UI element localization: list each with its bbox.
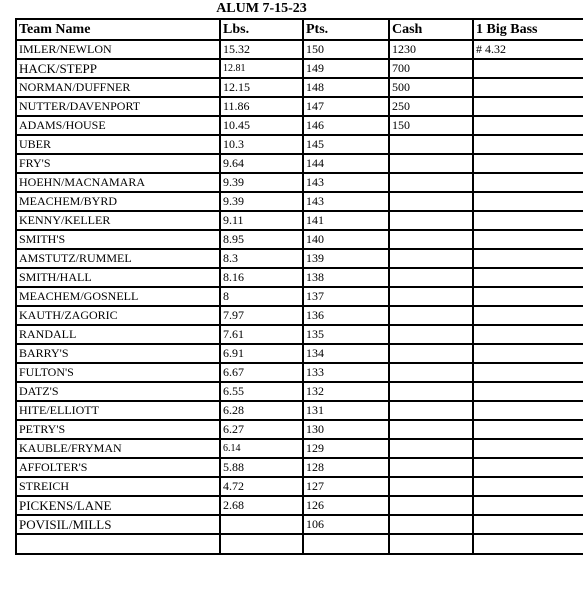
header-pts: Pts. <box>303 19 389 40</box>
table-row <box>16 363 583 382</box>
sheet-title: ALUM 7-15-23 <box>216 1 307 16</box>
big-bass-cell <box>473 268 583 287</box>
cash-cell <box>389 287 473 306</box>
results-body <box>16 40 583 554</box>
cash-cell: 250 <box>389 97 473 116</box>
team-name-cell: HITE/ELLIOTT <box>16 401 220 420</box>
empty-cell <box>473 534 583 554</box>
pts-cell: 131 <box>303 401 389 420</box>
header-cash: Cash <box>389 19 473 40</box>
lbs-cell: 10.3 <box>220 135 303 154</box>
pts-cell: 133 <box>303 363 389 382</box>
pts-cell: 128 <box>303 458 389 477</box>
empty-cell <box>303 534 389 554</box>
lbs-cell: 6.55 <box>220 382 303 401</box>
big-bass-cell <box>473 78 583 97</box>
team-name-cell: MEACHEM/GOSNELL <box>16 287 220 306</box>
cash-cell <box>389 363 473 382</box>
table-row <box>16 268 583 287</box>
empty-cell <box>389 534 473 554</box>
big-bass-cell <box>473 249 583 268</box>
big-bass-cell <box>473 97 583 116</box>
cash-cell <box>389 382 473 401</box>
cash-cell: 1230 <box>389 40 473 59</box>
big-bass-cell <box>473 230 583 249</box>
pts-cell: 126 <box>303 496 389 515</box>
team-name-cell: STREICH <box>16 477 220 496</box>
big-bass-cell <box>473 59 583 78</box>
lbs-cell: 2.68 <box>220 496 303 515</box>
pts-cell: 130 <box>303 420 389 439</box>
cash-cell <box>389 306 473 325</box>
team-name-cell: FRY'S <box>16 154 220 173</box>
cash-cell <box>389 344 473 363</box>
lbs-cell: 9.11 <box>220 211 303 230</box>
table-row <box>16 154 583 173</box>
cash-cell: 150 <box>389 116 473 135</box>
header-row <box>16 19 583 40</box>
table-row <box>16 78 583 97</box>
pts-cell: 148 <box>303 78 389 97</box>
table-row <box>16 135 583 154</box>
cash-cell <box>389 496 473 515</box>
team-name-cell: SMITH/HALL <box>16 268 220 287</box>
big-bass-cell <box>473 458 583 477</box>
team-name-cell: AFFOLTER'S <box>16 458 220 477</box>
empty-row <box>16 534 583 554</box>
team-name-cell: PETRY'S <box>16 420 220 439</box>
table-row <box>16 287 583 306</box>
lbs-cell: 12.15 <box>220 78 303 97</box>
team-name-cell: KAUBLE/FRYMAN <box>16 439 220 458</box>
big-bass-cell <box>473 401 583 420</box>
team-name-cell: MEACHEM/BYRD <box>16 192 220 211</box>
lbs-cell: 11.86 <box>220 97 303 116</box>
table-row <box>16 97 583 116</box>
big-bass-cell <box>473 344 583 363</box>
pts-cell: 138 <box>303 268 389 287</box>
cash-cell: 700 <box>389 59 473 78</box>
big-bass-cell <box>473 306 583 325</box>
empty-cell <box>16 534 220 554</box>
big-bass-cell <box>473 154 583 173</box>
cash-cell <box>389 477 473 496</box>
big-bass-cell <box>473 363 583 382</box>
cash-cell <box>389 154 473 173</box>
table-row <box>16 477 583 496</box>
cash-cell <box>389 458 473 477</box>
table-row <box>16 116 583 135</box>
lbs-cell: 10.45 <box>220 116 303 135</box>
lbs-cell: 12.81 <box>220 59 303 78</box>
table-row <box>16 249 583 268</box>
cash-cell <box>389 135 473 154</box>
pts-cell: 136 <box>303 306 389 325</box>
table-row <box>16 192 583 211</box>
big-bass-cell <box>473 325 583 344</box>
cash-cell <box>389 325 473 344</box>
table-row <box>16 211 583 230</box>
table-row <box>16 173 583 192</box>
big-bass-cell <box>473 192 583 211</box>
lbs-cell: 8.16 <box>220 268 303 287</box>
team-name-cell: HACK/STEPP <box>16 59 220 78</box>
team-name-cell: BARRY'S <box>16 344 220 363</box>
cash-cell <box>389 268 473 287</box>
table-row <box>16 420 583 439</box>
team-name-cell: AMSTUTZ/RUMMEL <box>16 249 220 268</box>
pts-cell: 140 <box>303 230 389 249</box>
table-row <box>16 40 583 59</box>
team-name-cell: POVISIL/MILLS <box>16 515 220 534</box>
cash-cell <box>389 439 473 458</box>
pts-cell: 146 <box>303 116 389 135</box>
table-row <box>16 439 583 458</box>
pts-cell: 143 <box>303 173 389 192</box>
team-name-cell: NUTTER/DAVENPORT <box>16 97 220 116</box>
results-table <box>15 18 583 555</box>
lbs-cell: 8.3 <box>220 249 303 268</box>
lbs-cell: 9.64 <box>220 154 303 173</box>
team-name-cell: RANDALL <box>16 325 220 344</box>
lbs-cell: 6.27 <box>220 420 303 439</box>
cash-cell <box>389 401 473 420</box>
cash-cell <box>389 211 473 230</box>
pts-cell: 127 <box>303 477 389 496</box>
big-bass-cell <box>473 420 583 439</box>
lbs-cell: 7.97 <box>220 306 303 325</box>
pts-cell: 129 <box>303 439 389 458</box>
table-row <box>16 496 583 515</box>
team-name-cell: FULTON'S <box>16 363 220 382</box>
big-bass-cell <box>473 382 583 401</box>
table-row <box>16 515 583 534</box>
big-bass-cell <box>473 211 583 230</box>
pts-cell: 145 <box>303 135 389 154</box>
pts-cell: 144 <box>303 154 389 173</box>
table-row <box>16 344 583 363</box>
cash-cell <box>389 173 473 192</box>
table-row <box>16 59 583 78</box>
lbs-cell: 8 <box>220 287 303 306</box>
lbs-cell: 4.72 <box>220 477 303 496</box>
lbs-cell: 9.39 <box>220 192 303 211</box>
big-bass-cell <box>473 439 583 458</box>
lbs-cell: 9.39 <box>220 173 303 192</box>
cash-cell <box>389 515 473 534</box>
table-row <box>16 401 583 420</box>
pts-cell: 150 <box>303 40 389 59</box>
header-team-name: Team Name <box>16 19 220 40</box>
pts-cell: 141 <box>303 211 389 230</box>
lbs-cell: 6.14 <box>220 439 303 458</box>
cash-cell: 500 <box>389 78 473 97</box>
big-bass-cell: # 4.32 <box>473 40 583 59</box>
pts-cell: 134 <box>303 344 389 363</box>
team-name-cell: ADAMS/HOUSE <box>16 116 220 135</box>
lbs-cell <box>220 515 303 534</box>
team-name-cell: KAUTH/ZAGORIC <box>16 306 220 325</box>
pts-cell: 139 <box>303 249 389 268</box>
big-bass-cell <box>473 515 583 534</box>
pts-cell: 135 <box>303 325 389 344</box>
pts-cell: 149 <box>303 59 389 78</box>
cash-cell <box>389 230 473 249</box>
big-bass-cell <box>473 496 583 515</box>
big-bass-cell <box>473 135 583 154</box>
cash-cell <box>389 420 473 439</box>
table-row <box>16 325 583 344</box>
lbs-cell: 6.28 <box>220 401 303 420</box>
team-name-cell: IMLER/NEWLON <box>16 40 220 59</box>
big-bass-cell <box>473 173 583 192</box>
lbs-cell: 8.95 <box>220 230 303 249</box>
team-name-cell: DATZ'S <box>16 382 220 401</box>
pts-cell: 106 <box>303 515 389 534</box>
big-bass-cell <box>473 116 583 135</box>
lbs-cell: 15.32 <box>220 40 303 59</box>
table-row <box>16 306 583 325</box>
team-name-cell: SMITH'S <box>16 230 220 249</box>
table-row <box>16 382 583 401</box>
team-name-cell: HOEHN/MACNAMARA <box>16 173 220 192</box>
lbs-cell: 5.88 <box>220 458 303 477</box>
cash-cell <box>389 192 473 211</box>
header-big-bass: 1 Big Bass <box>473 19 583 40</box>
header-lbs: Lbs. <box>220 19 303 40</box>
pts-cell: 147 <box>303 97 389 116</box>
team-name-cell: NORMAN/DUFFNER <box>16 78 220 97</box>
lbs-cell: 6.91 <box>220 344 303 363</box>
team-name-cell: PICKENS/LANE <box>16 496 220 515</box>
big-bass-cell <box>473 477 583 496</box>
pts-cell: 137 <box>303 287 389 306</box>
table-row <box>16 458 583 477</box>
cash-cell <box>389 249 473 268</box>
lbs-cell: 6.67 <box>220 363 303 382</box>
big-bass-cell <box>473 287 583 306</box>
team-name-cell: UBER <box>16 135 220 154</box>
table-row <box>16 230 583 249</box>
pts-cell: 143 <box>303 192 389 211</box>
empty-cell <box>220 534 303 554</box>
lbs-cell: 7.61 <box>220 325 303 344</box>
pts-cell: 132 <box>303 382 389 401</box>
team-name-cell: KENNY/KELLER <box>16 211 220 230</box>
